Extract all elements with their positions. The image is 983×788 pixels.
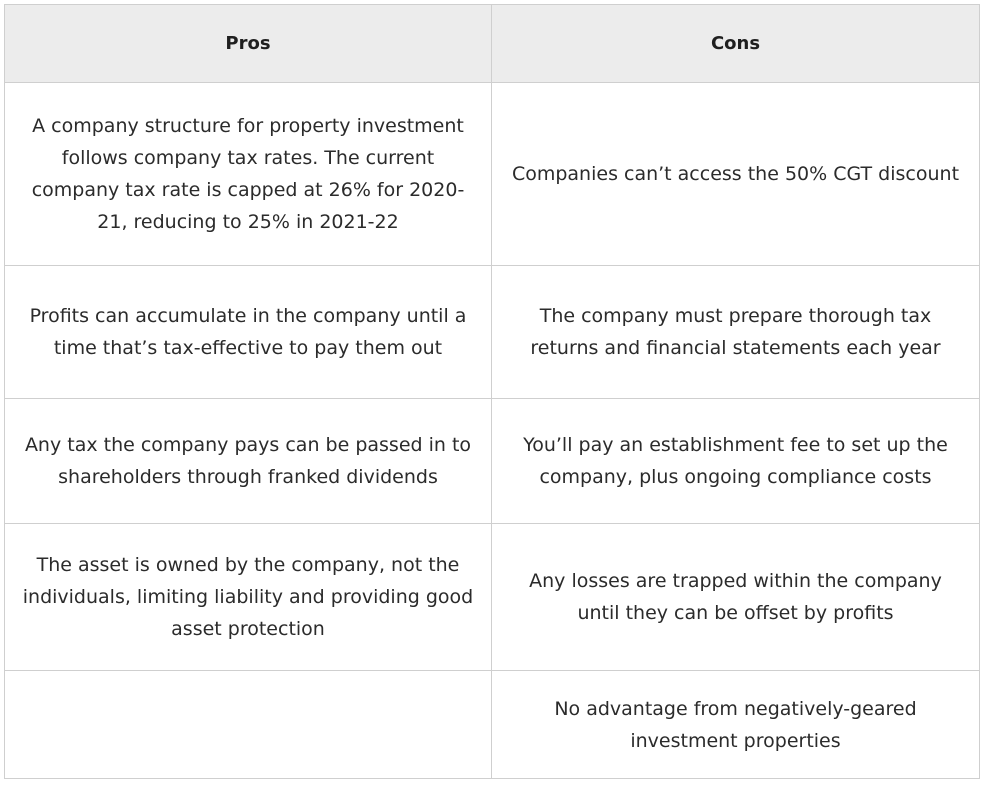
- cons-cell: Companies can’t access the 50% CGT discount: [492, 83, 980, 266]
- table-row: [5, 83, 980, 266]
- pros-cell: Profits can accumulate in the company until a time that’s tax-effective to pay them out: [5, 266, 492, 399]
- pros-cell: Any tax the company pays can be passed in to shareholders through franked dividends: [5, 399, 492, 524]
- table-header-row: [5, 5, 980, 83]
- cons-cell: You’ll pay an establishment fee to set up the company, plus ongoing compliance costs: [492, 399, 980, 524]
- table-row: [5, 671, 980, 779]
- pros-cons-table: [4, 4, 980, 779]
- cons-column-header: Cons: [492, 5, 980, 83]
- cons-cell: Any losses are trapped within the company until they can be offset by profits: [492, 524, 980, 671]
- pros-cell: A company structure for property investment follows company tax rates. The current company tax rate is capped at 26% for 2020-21, reducing to 25% in 2021-22: [5, 83, 492, 266]
- cons-cell: The company must prepare thorough tax returns and financial statements each year: [492, 266, 980, 399]
- table-row: [5, 266, 980, 399]
- table-row: [5, 399, 980, 524]
- pros-cell-empty: [5, 671, 492, 779]
- pros-cons-table-container: [4, 4, 979, 779]
- pros-cell: The asset is owned by the company, not the individuals, limiting liability and providing good asset protection: [5, 524, 492, 671]
- cons-cell: No advantage from negatively-geared investment properties: [492, 671, 980, 779]
- pros-column-header: Pros: [5, 5, 492, 83]
- table-row: [5, 524, 980, 671]
